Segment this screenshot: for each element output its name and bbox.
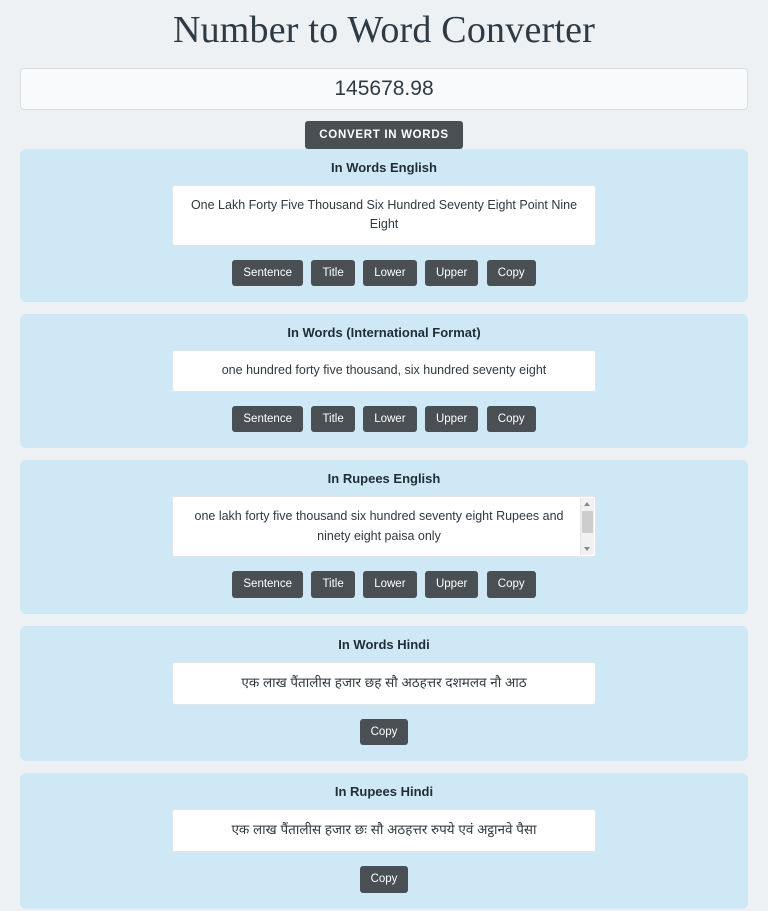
card-in-words-english — [20, 149, 748, 302]
card-in-words-international — [20, 314, 748, 448]
upper-case-button[interactable]: Upper — [425, 406, 478, 433]
copy-button[interactable]: Copy — [487, 260, 536, 287]
scroll-down-arrow-icon[interactable] — [581, 543, 594, 555]
button-row — [40, 852, 728, 893]
upper-case-button[interactable]: Upper — [425, 571, 478, 598]
card-in-rupees-english — [20, 460, 748, 613]
button-row — [40, 246, 728, 287]
title-case-button[interactable]: Title — [311, 260, 354, 287]
result-in-words-international[interactable]: one hundred forty five thousand, six hundred seventy eight — [172, 350, 596, 391]
number-input[interactable] — [20, 68, 748, 110]
title-case-button[interactable]: Title — [311, 406, 354, 433]
card-title: In Rupees Hindi — [334, 784, 434, 800]
result-in-rupees-hindi[interactable]: एक लाख पैंतालीस हजार छः सौ अठहत्तर रुपये एवं अट्ठानवे पैसा — [172, 809, 596, 852]
lower-case-button[interactable]: Lower — [363, 260, 416, 287]
copy-button[interactable]: Copy — [360, 719, 409, 746]
copy-button[interactable]: Copy — [487, 406, 536, 433]
title-case-button[interactable]: Title — [311, 571, 354, 598]
convert-row — [0, 110, 768, 149]
sentence-case-button[interactable]: Sentence — [232, 260, 303, 287]
result-text: one lakh forty five thousand six hundred seventy eight Rupees and ninety eight paisa only — [194, 509, 564, 543]
button-row — [40, 705, 728, 746]
sentence-case-button[interactable]: Sentence — [232, 406, 303, 433]
copy-button[interactable]: Copy — [360, 866, 409, 893]
lower-case-button[interactable]: Lower — [363, 406, 416, 433]
scroll-up-arrow-icon[interactable] — [581, 498, 594, 510]
card-title: In Rupees English — [327, 471, 441, 487]
button-row — [40, 392, 728, 433]
upper-case-button[interactable]: Upper — [425, 260, 478, 287]
page-title: Number to Word Converter — [172, 9, 596, 51]
scrollbar-thumb[interactable] — [582, 511, 593, 533]
result-in-words-english[interactable]: One Lakh Forty Five Thousand Six Hundred Seventy Eight Point Nine Eight — [172, 185, 596, 246]
result-in-words-hindi[interactable]: एक लाख पैंतालीस हजार छह सौ अठहत्तर दशमलव नौ आठ — [172, 662, 596, 705]
result-in-rupees-english[interactable] — [172, 496, 596, 557]
card-title: In Words Hindi — [338, 636, 430, 652]
card-in-words-hindi — [20, 626, 748, 762]
card-title: In Words (International Format) — [287, 325, 481, 341]
card-in-rupees-hindi — [20, 773, 748, 909]
lower-case-button[interactable]: Lower — [363, 571, 416, 598]
copy-button[interactable]: Copy — [487, 571, 536, 598]
result-scrollbar[interactable] — [580, 498, 594, 555]
convert-in-words-button[interactable]: CONVERT IN WORDS — [305, 121, 462, 149]
card-title: In Words English — [331, 160, 437, 175]
button-row — [40, 557, 728, 598]
sentence-case-button[interactable]: Sentence — [232, 571, 303, 598]
